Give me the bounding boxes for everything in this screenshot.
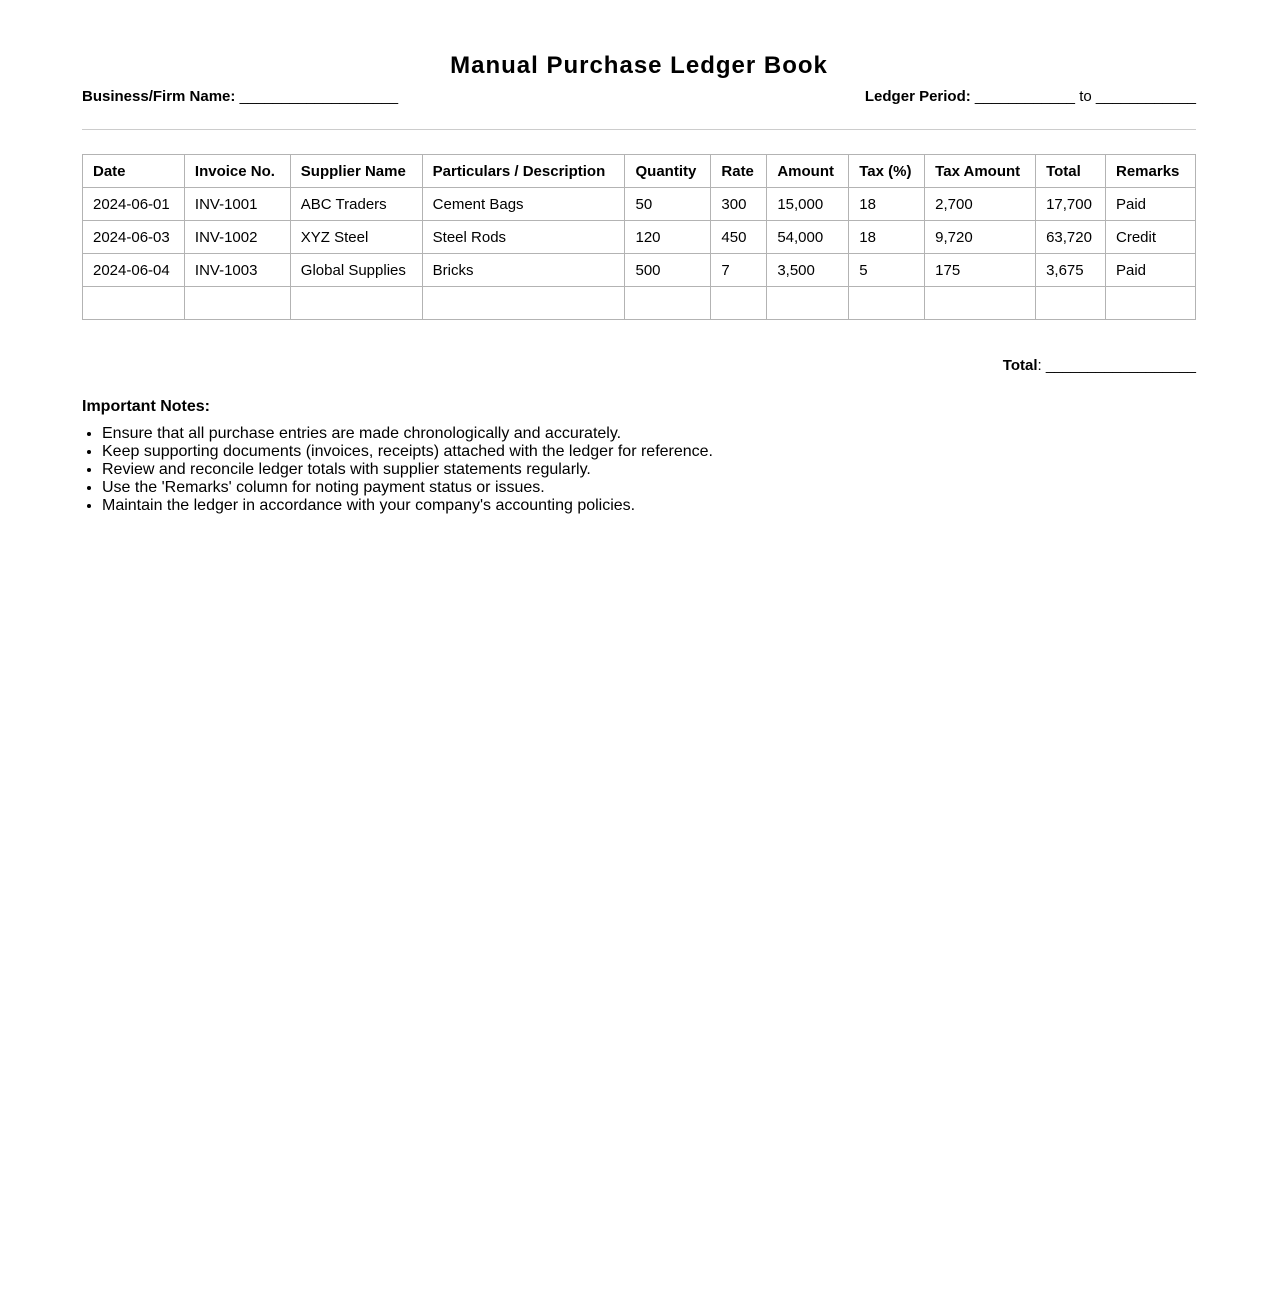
table-cell: 17,700 (1036, 188, 1106, 221)
table-cell: XYZ Steel (290, 221, 422, 254)
grand-total-field (1003, 356, 1196, 376)
column-header: Remarks (1106, 155, 1196, 188)
table-cell: 3,500 (767, 254, 849, 287)
table-cell: Global Supplies (290, 254, 422, 287)
table-cell: Paid (1106, 188, 1196, 221)
column-header: Supplier Name (290, 155, 422, 188)
table-cell (767, 287, 849, 320)
table-header-row (83, 155, 1196, 188)
table-cell: INV-1001 (184, 188, 290, 221)
table-cell: 450 (711, 221, 767, 254)
grand-total-blank: __________________ (1045, 357, 1196, 374)
table-row (83, 188, 1196, 221)
table-cell: Paid (1106, 254, 1196, 287)
table-row-empty (83, 287, 1196, 320)
ledger-period-field (865, 87, 1196, 107)
firm-name-field (82, 87, 398, 107)
table-cell: 300 (711, 188, 767, 221)
header-divider (82, 129, 1196, 130)
column-header: Invoice No. (184, 155, 290, 188)
table-cell: 18 (849, 221, 925, 254)
table-cell: Cement Bags (422, 188, 625, 221)
table-cell: ABC Traders (290, 188, 422, 221)
table-cell (849, 287, 925, 320)
table-cell: 3,675 (1036, 254, 1106, 287)
grand-total-colon: : (1037, 357, 1042, 374)
table-cell: 9,720 (925, 221, 1036, 254)
ledger-period-from-blank: ____________ (974, 88, 1076, 105)
ledger-table (82, 154, 1196, 320)
column-header: Amount (767, 155, 849, 188)
table-cell: 120 (625, 221, 711, 254)
ledger-period-to: to (1079, 88, 1092, 105)
table-cell: Steel Rods (422, 221, 625, 254)
table-cell: Credit (1106, 221, 1196, 254)
table-cell: 2024-06-04 (83, 254, 185, 287)
table-cell (1106, 287, 1196, 320)
table-cell: 63,720 (1036, 221, 1106, 254)
column-header: Quantity (625, 155, 711, 188)
table-cell: 5 (849, 254, 925, 287)
table-cell (711, 287, 767, 320)
table-cell (625, 287, 711, 320)
table-cell: 2024-06-03 (83, 221, 185, 254)
list-item: • Maintain the ledger in accordance with your company's accounting policies. (102, 497, 713, 515)
grand-total-label: Total (1002, 357, 1038, 374)
table-cell: Bricks (422, 254, 625, 287)
table-cell: 500 (625, 254, 711, 287)
table-cell (184, 287, 290, 320)
table-cell: 54,000 (767, 221, 849, 254)
column-header: Particulars / Description (422, 155, 625, 188)
table-cell: 18 (849, 188, 925, 221)
column-header: Tax Amount (925, 155, 1036, 188)
table-cell (925, 287, 1036, 320)
firm-name-label: Business/Firm Name: (82, 88, 236, 105)
table-cell (1036, 287, 1106, 320)
column-header: Date (83, 155, 185, 188)
table-row (83, 221, 1196, 254)
header-meta (82, 87, 1196, 107)
table-cell: INV-1003 (184, 254, 290, 287)
table-cell: INV-1002 (184, 221, 290, 254)
table-cell: 15,000 (767, 188, 849, 221)
table-cell: 175 (925, 254, 1036, 287)
firm-name-blank: ___________________ (239, 88, 399, 105)
ledger-period-label: Ledger Period: (864, 88, 971, 105)
page-title: Manual Purchase Ledger Book (450, 52, 828, 79)
notes-list (82, 425, 713, 515)
list-item: • Use the 'Remarks' column for noting payment status or issues. (102, 479, 713, 497)
list-item: • Ensure that all purchase entries are made chronologically and accurately. (102, 425, 713, 443)
ledger-period-to-blank: ____________ (1095, 88, 1196, 105)
column-header: Tax (%) (849, 155, 925, 188)
column-header: Total (1036, 155, 1106, 188)
table-cell: 2024-06-01 (83, 188, 185, 221)
table-cell (290, 287, 422, 320)
list-item: • Keep supporting documents (invoices, receipts) attached with the ledger for reference. (102, 443, 713, 461)
notes-heading: Important Notes: (82, 398, 210, 415)
table-cell: 7 (711, 254, 767, 287)
table-cell: 50 (625, 188, 711, 221)
table-cell: 2,700 (925, 188, 1036, 221)
table-cell (422, 287, 625, 320)
column-header: Rate (711, 155, 767, 188)
list-item: • Review and reconcile ledger totals with supplier statements regularly. (102, 461, 713, 479)
table-cell (83, 287, 185, 320)
table-row (83, 254, 1196, 287)
